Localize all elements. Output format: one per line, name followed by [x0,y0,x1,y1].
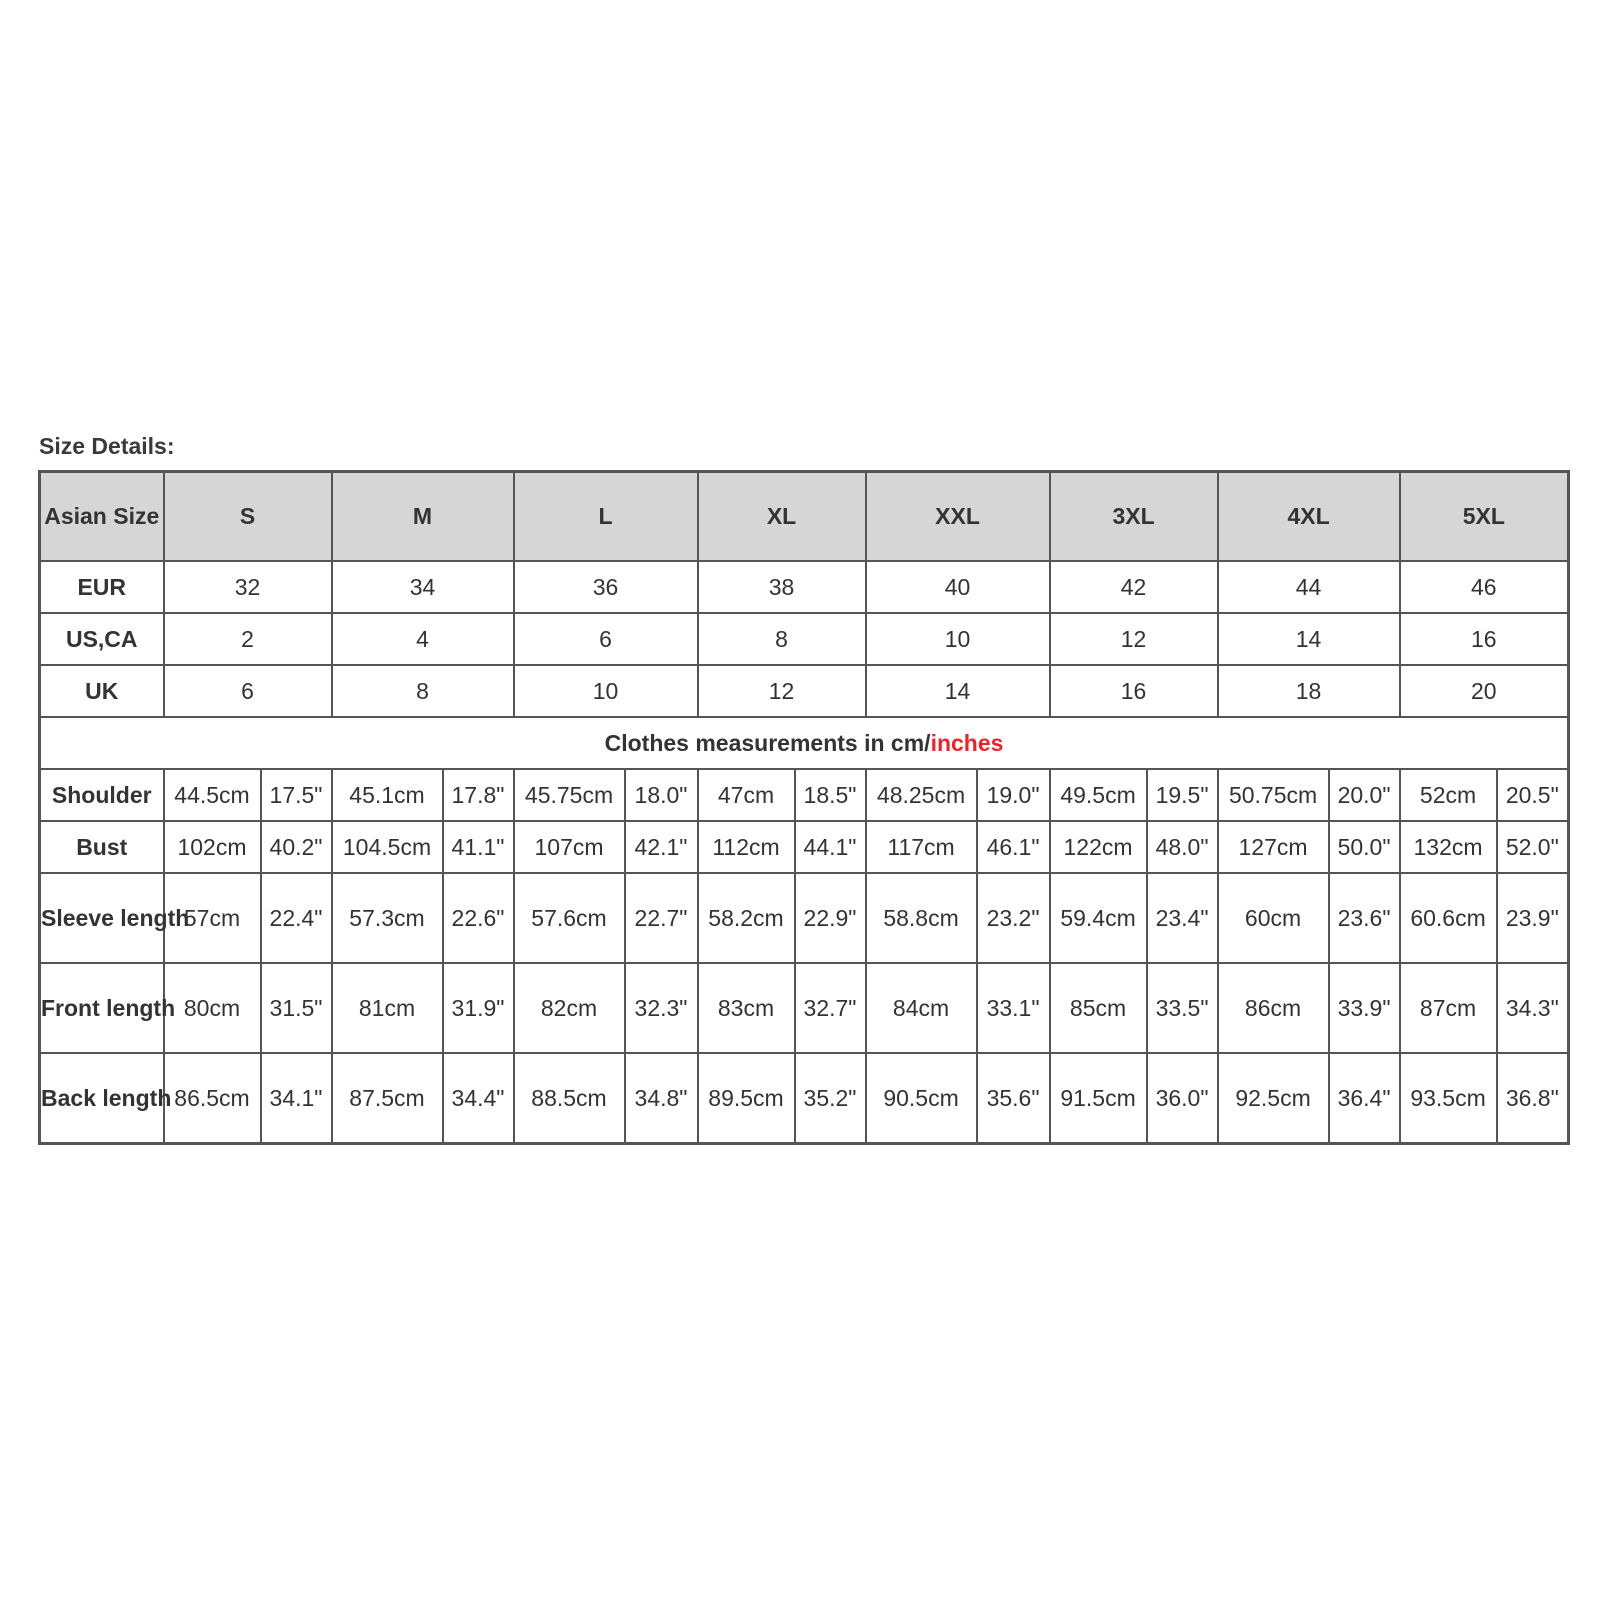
inch-cell: 33.5" [1147,963,1218,1053]
page-title: Size Details: [39,433,175,459]
measurement-row [40,1053,1569,1144]
size-header-xxl: XXL [866,472,1050,562]
cm-cell: 93.5cm [1400,1053,1497,1144]
section-highlight: inches [930,729,1004,756]
inch-cell: 35.2" [795,1053,866,1144]
inch-cell: 41.1" [443,821,514,873]
cm-cell: 92.5cm [1218,1053,1329,1144]
section-text: Clothes measurements in cm/ [604,729,931,756]
inch-cell: 32.3" [625,963,698,1053]
cm-cell: 60.6cm [1400,873,1497,963]
cm-cell: 82cm [514,963,625,1053]
row-label: Back length [40,1053,164,1144]
conversion-cell: 10 [866,613,1050,665]
cm-cell: 58.2cm [698,873,795,963]
cm-cell: 87cm [1400,963,1497,1053]
cm-cell: 57.3cm [332,873,443,963]
inch-cell: 18.5" [795,769,866,821]
cm-cell: 85cm [1050,963,1147,1053]
cm-cell: 57cm [164,873,261,963]
inch-cell: 40.2" [261,821,332,873]
size-header-m: M [332,472,514,562]
row-label: Shoulder [40,769,164,821]
inch-cell: 20.0" [1329,769,1400,821]
inch-cell: 23.9" [1497,873,1569,963]
inch-cell: 17.8" [443,769,514,821]
inch-cell: 31.9" [443,963,514,1053]
inch-cell: 22.4" [261,873,332,963]
inch-cell: 19.0" [977,769,1050,821]
inch-cell: 22.6" [443,873,514,963]
conversion-cell: 34 [332,561,514,613]
conversion-cell: 8 [332,665,514,717]
section-heading [40,717,1569,769]
cm-cell: 86.5cm [164,1053,261,1144]
cm-cell: 45.1cm [332,769,443,821]
conversion-cell: 44 [1218,561,1400,613]
cm-cell: 83cm [698,963,795,1053]
conversion-cell: 20 [1400,665,1569,717]
cm-cell: 60cm [1218,873,1329,963]
inch-cell: 36.0" [1147,1053,1218,1144]
cm-cell: 84cm [866,963,977,1053]
inch-cell: 33.1" [977,963,1050,1053]
inch-cell: 17.5" [261,769,332,821]
cm-cell: 52cm [1400,769,1497,821]
measurement-row [40,769,1569,821]
size-chart-body [40,472,1569,1144]
inch-cell: 44.1" [795,821,866,873]
conversion-cell: 10 [514,665,698,717]
section-row [40,717,1569,769]
inch-cell: 42.1" [625,821,698,873]
cm-cell: 57.6cm [514,873,625,963]
inch-cell: 34.8" [625,1053,698,1144]
measurement-row [40,821,1569,873]
header-label: Asian Size [40,472,164,562]
size-chart-table [38,470,1570,1145]
cm-cell: 87.5cm [332,1053,443,1144]
cm-cell: 89.5cm [698,1053,795,1144]
inch-cell: 50.0" [1329,821,1400,873]
conversion-cell: 18 [1218,665,1400,717]
conversion-cell: 36 [514,561,698,613]
conversion-row [40,665,1569,717]
cm-cell: 132cm [1400,821,1497,873]
cm-cell: 50.75cm [1218,769,1329,821]
cm-cell: 58.8cm [866,873,977,963]
conversion-cell: 12 [1050,613,1218,665]
size-header-s: S [164,472,332,562]
conversion-cell: 14 [1218,613,1400,665]
inch-cell: 23.2" [977,873,1050,963]
cm-cell: 107cm [514,821,625,873]
cm-cell: 104.5cm [332,821,443,873]
inch-cell: 22.7" [625,873,698,963]
cm-cell: 44.5cm [164,769,261,821]
conversion-cell: 6 [514,613,698,665]
conversion-cell: 12 [698,665,866,717]
inch-cell: 18.0" [625,769,698,821]
size-header-row [40,472,1569,562]
cm-cell: 117cm [866,821,977,873]
cm-cell: 49.5cm [1050,769,1147,821]
row-label: Sleeve length [40,873,164,963]
inch-cell: 46.1" [977,821,1050,873]
conversion-cell: 16 [1050,665,1218,717]
inch-cell: 20.5" [1497,769,1569,821]
size-header-5xl: 5XL [1400,472,1569,562]
cm-cell: 47cm [698,769,795,821]
conversion-cell: 8 [698,613,866,665]
conversion-row [40,613,1569,665]
conversion-cell: 16 [1400,613,1569,665]
inch-cell: 31.5" [261,963,332,1053]
size-header-xl: XL [698,472,866,562]
cm-cell: 88.5cm [514,1053,625,1144]
inch-cell: 19.5" [1147,769,1218,821]
row-label: Bust [40,821,164,873]
conversion-cell: 38 [698,561,866,613]
row-label: Front length [40,963,164,1053]
inch-cell: 35.6" [977,1053,1050,1144]
cm-cell: 81cm [332,963,443,1053]
conversion-cell: 42 [1050,561,1218,613]
inch-cell: 36.4" [1329,1053,1400,1144]
measurement-row [40,963,1569,1053]
size-header-4xl: 4XL [1218,472,1400,562]
inch-cell: 48.0" [1147,821,1218,873]
conversion-cell: 6 [164,665,332,717]
conversion-row [40,561,1569,613]
inch-cell: 52.0" [1497,821,1569,873]
inch-cell: 23.6" [1329,873,1400,963]
inch-cell: 22.9" [795,873,866,963]
inch-cell: 34.1" [261,1053,332,1144]
conversion-cell: 2 [164,613,332,665]
cm-cell: 112cm [698,821,795,873]
conversion-cell: 32 [164,561,332,613]
cm-cell: 127cm [1218,821,1329,873]
cm-cell: 122cm [1050,821,1147,873]
inch-cell: 34.4" [443,1053,514,1144]
size-header-3xl: 3XL [1050,472,1218,562]
cm-cell: 48.25cm [866,769,977,821]
measurement-row [40,873,1569,963]
cm-cell: 91.5cm [1050,1053,1147,1144]
cm-cell: 80cm [164,963,261,1053]
inch-cell: 32.7" [795,963,866,1053]
cm-cell: 102cm [164,821,261,873]
inch-cell: 23.4" [1147,873,1218,963]
conversion-cell: 40 [866,561,1050,613]
cm-cell: 59.4cm [1050,873,1147,963]
conversion-cell: 14 [866,665,1050,717]
row-label: UK [40,665,164,717]
inch-cell: 33.9" [1329,963,1400,1053]
inch-cell: 34.3" [1497,963,1569,1053]
conversion-cell: 46 [1400,561,1569,613]
row-label: US,CA [40,613,164,665]
inch-cell: 36.8" [1497,1053,1569,1144]
row-label: EUR [40,561,164,613]
cm-cell: 86cm [1218,963,1329,1053]
conversion-cell: 4 [332,613,514,665]
size-header-l: L [514,472,698,562]
cm-cell: 45.75cm [514,769,625,821]
cm-cell: 90.5cm [866,1053,977,1144]
